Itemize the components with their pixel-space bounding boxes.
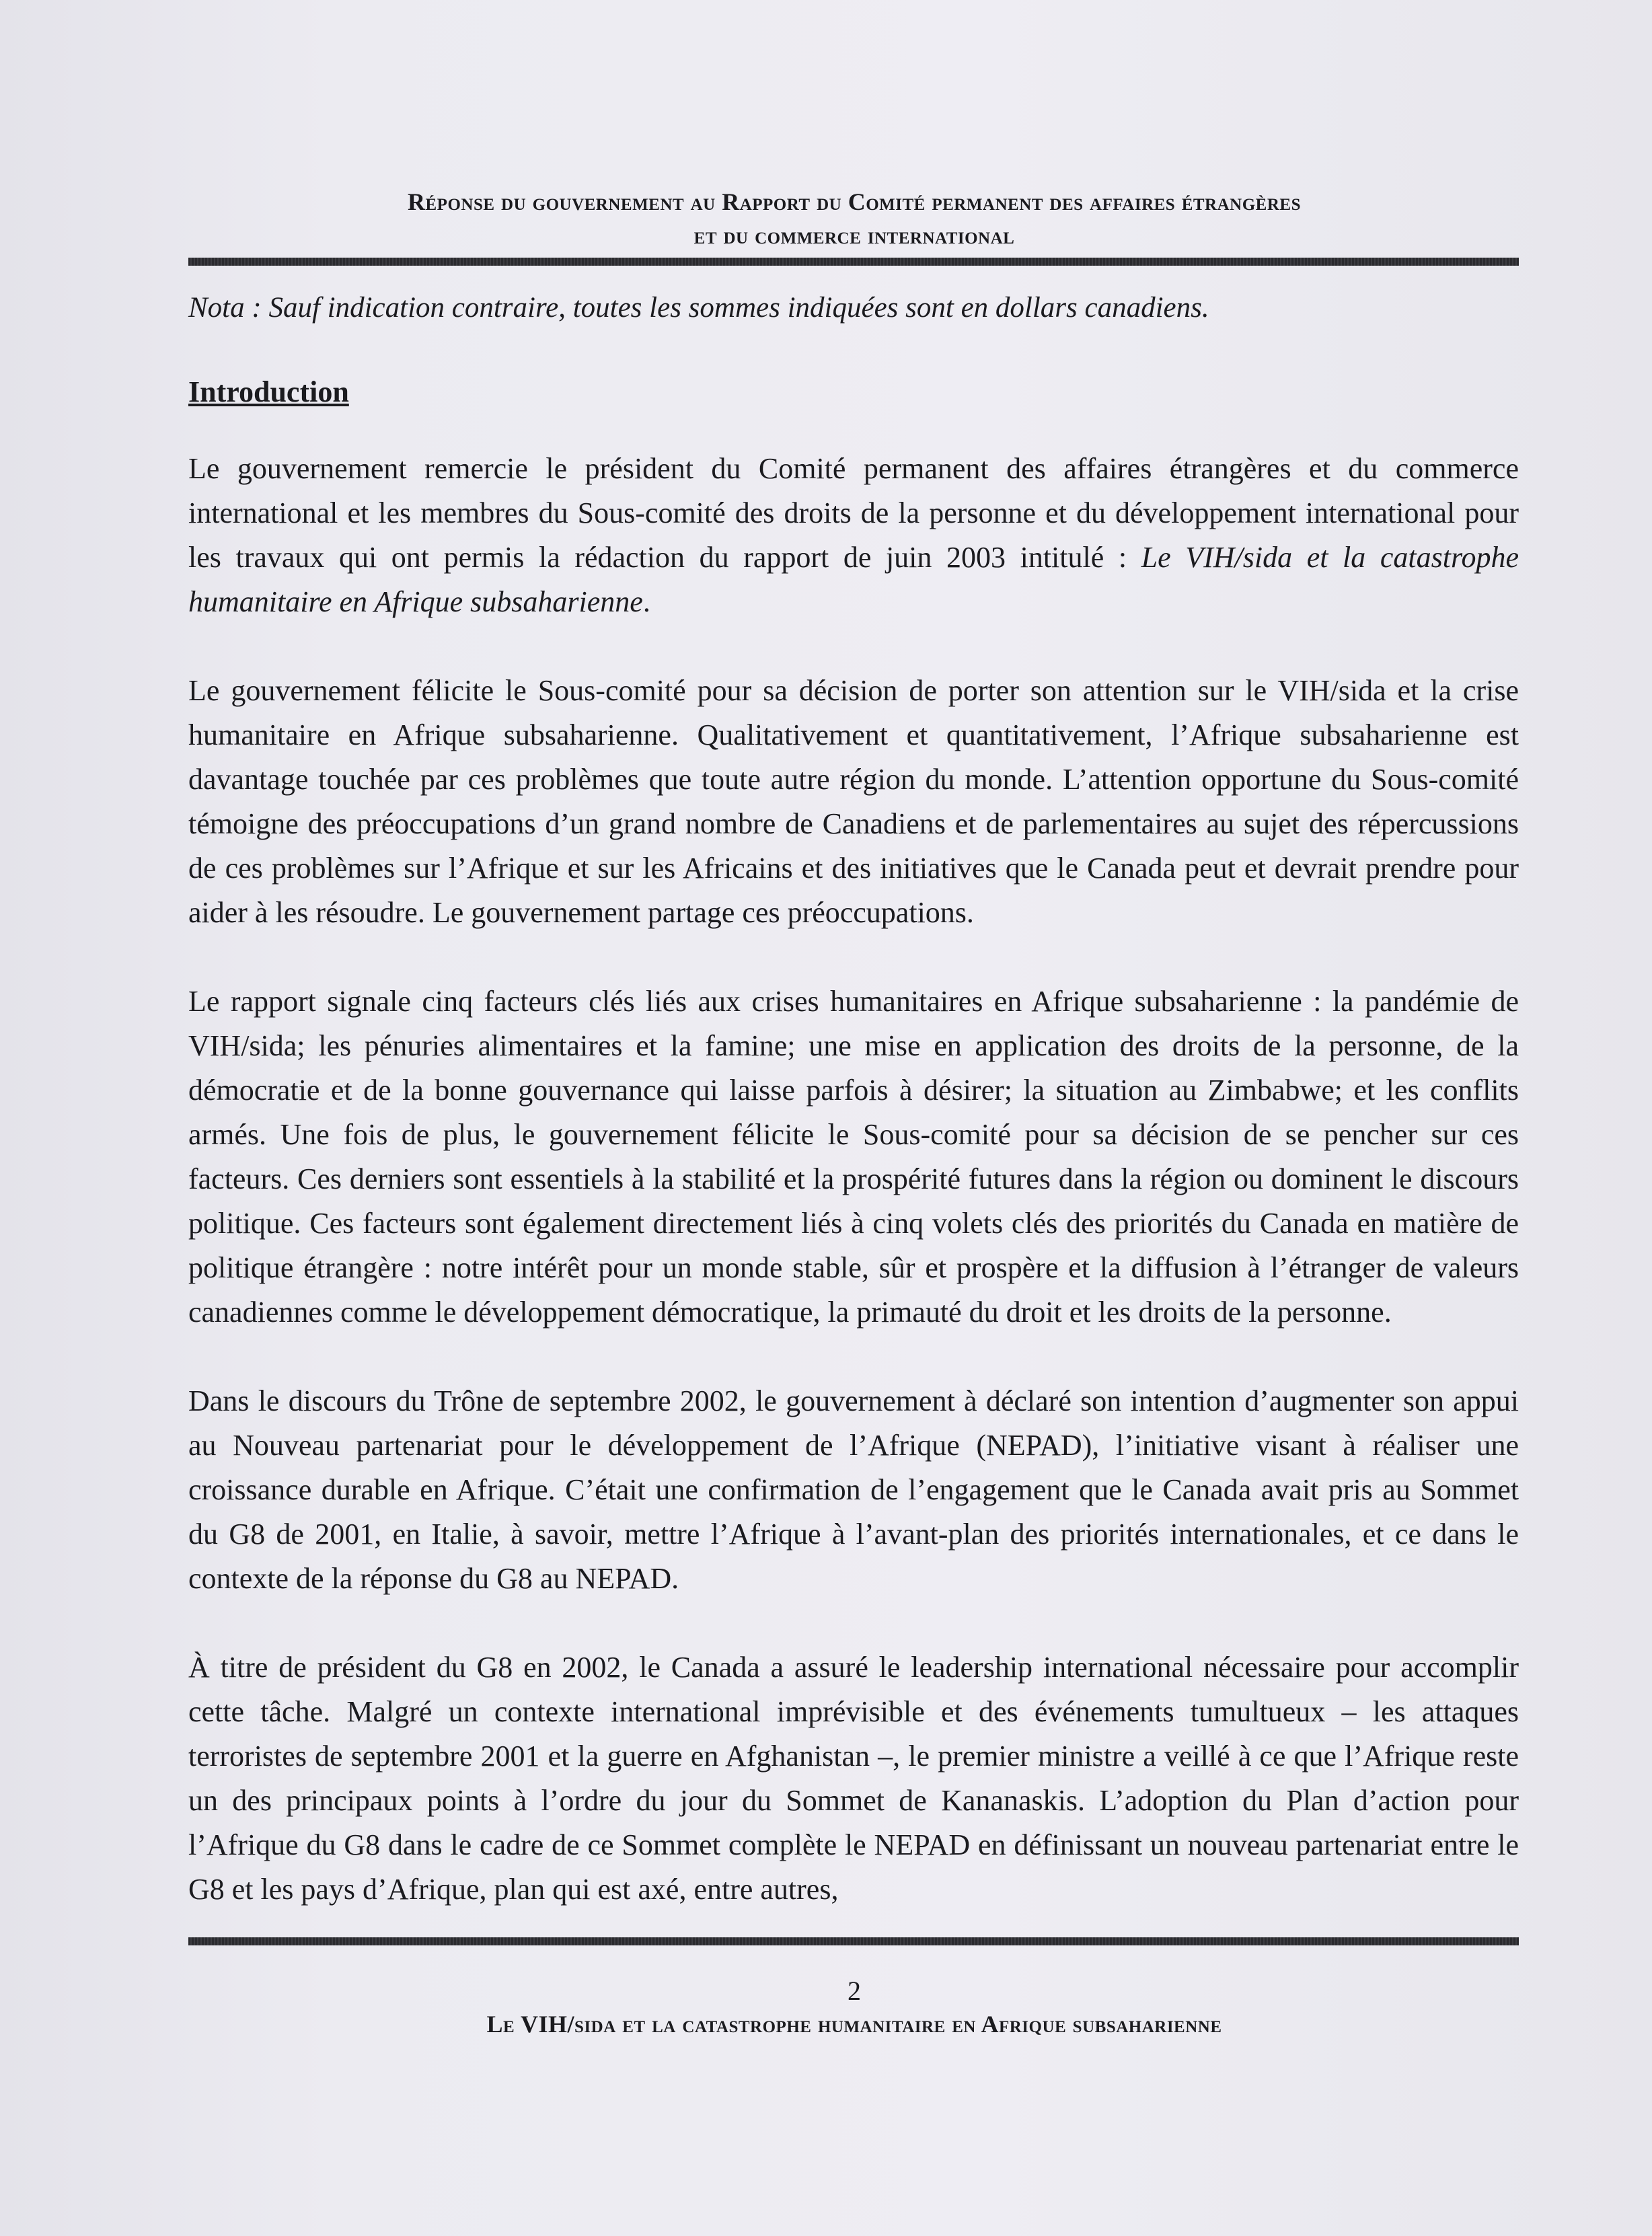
header-line-2: et du commerce international	[693, 222, 1015, 249]
paragraph-4: Dans le discours du Trône de septembre 2002, le gouvernement à déclaré son intention d’augmenter son appui au Nouveau partenariat pour le développement de l’Afrique (NEPAD), l’initiative visant à réaliser une croissance durable en Afrique. C’était une confirmation de l’engagement que le Canada avait pris au Sommet du G8 de 2001, en Italie, à savoir, mettre l’Afrique à l’avant-plan des priorités internationales, et ce dans le contexte de la réponse du G8 au NEPAD.	[188, 1384, 1519, 1595]
paragraph-1-text: Le gouvernement remercie le président du Comité permanent des affaires étrangères et du commerce international et les membres du Sous-comité des droits de la personne et du développement international pour les travaux qui ont permis la rédaction du rapport de juin 2003 intitulé :	[188, 452, 1519, 574]
footer-rule	[188, 1937, 1519, 1945]
paragraph-3: Le rapport signale cinq facteurs clés liés aux crises humanitaires en Afrique subsaharienne : la pandémie de VIH/sida; les pénuries alimentaires et la famine; une mise en application des droits de la personne, de la démocratie et de la bonne gouvernance qui laisse parfois à désirer; la situation au Zimbabwe; et les conflits armés. Une fois de plus, le gouvernement félicite le Sous-comité pour sa décision de se pencher sur ces facteurs. Ces derniers sont essentiels à la stabilité et la prospérité futures dans la région ou dominent le discours politique. Ces facteurs sont également directement liés à cinq volets clés des priorités du Canada en matière de politique étrangère : notre intérêt pour un monde stable, sûr et prospère et la diffusion à l’étranger de valeurs canadiennes comme le développement démocratique, la primauté du droit et les droits de la personne.	[188, 985, 1519, 1329]
section-heading: Introduction	[188, 375, 349, 408]
bleed-through-handwriting	[40, 7, 283, 182]
header-line-1: Réponse du gouvernement au Rapport du Comité permanent des affaires étrangères	[408, 188, 1301, 215]
header-rule	[188, 258, 1519, 266]
body-text	[188, 447, 1519, 1912]
paragraph-1	[188, 447, 1519, 624]
running-footer: Le VIH/sida et la catastrophe humanitaire en Afrique subsaharienne	[486, 2011, 1222, 2038]
running-header	[188, 185, 1520, 252]
paragraph-5: À titre de président du G8 en 2002, le Canada a assuré le leadership international nécessaire pour accomplir cette tâche. Malgré un contexte international imprévisible et des événements tumultueux – les attaques terroristes de septembre 2001 et la guerre en Afghanistan –, le premier ministre a veillé à ce que l’Afrique reste un des principaux points à l’ordre du jour du Sommet de Kananaskis. L’adoption du Plan d’action pour l’Afrique du G8 dans le cadre de ce Sommet complète le NEPAD en définissant un nouveau partenariat entre le G8 et les pays d’Afrique, plan qui est axé, entre autres,	[188, 1651, 1519, 1906]
paragraph-1-end: .	[642, 585, 650, 618]
page-number: 2	[848, 1976, 861, 2006]
paragraph-2: Le gouvernement félicite le Sous-comité pour sa décision de porter son attention sur le VIH/sida et la crise humanitaire en Afrique subsaharienne. Qualitativement et quantitativement, l’Afrique subsaharienne est davantage touchée par ces problèmes que toute autre région du monde. L’attention opportune du Sous-comité témoigne des préoccupations d’un grand nombre de Canadiens et de parlementaires au sujet des répercussions de ces problèmes sur l’Afrique et sur les Africains et des initiatives que le Canada peut et devrait prendre pour aider à les résoudre. Le gouvernement partage ces préoccupations.	[188, 674, 1519, 929]
currency-note: Nota : Sauf indication contraire, toutes les sommes indiquées sont en dollars canadiens.	[188, 292, 1209, 324]
report-title: Le VIH/sida et la catastrophe humanitaire en Afrique subsaharienne	[188, 541, 1519, 618]
